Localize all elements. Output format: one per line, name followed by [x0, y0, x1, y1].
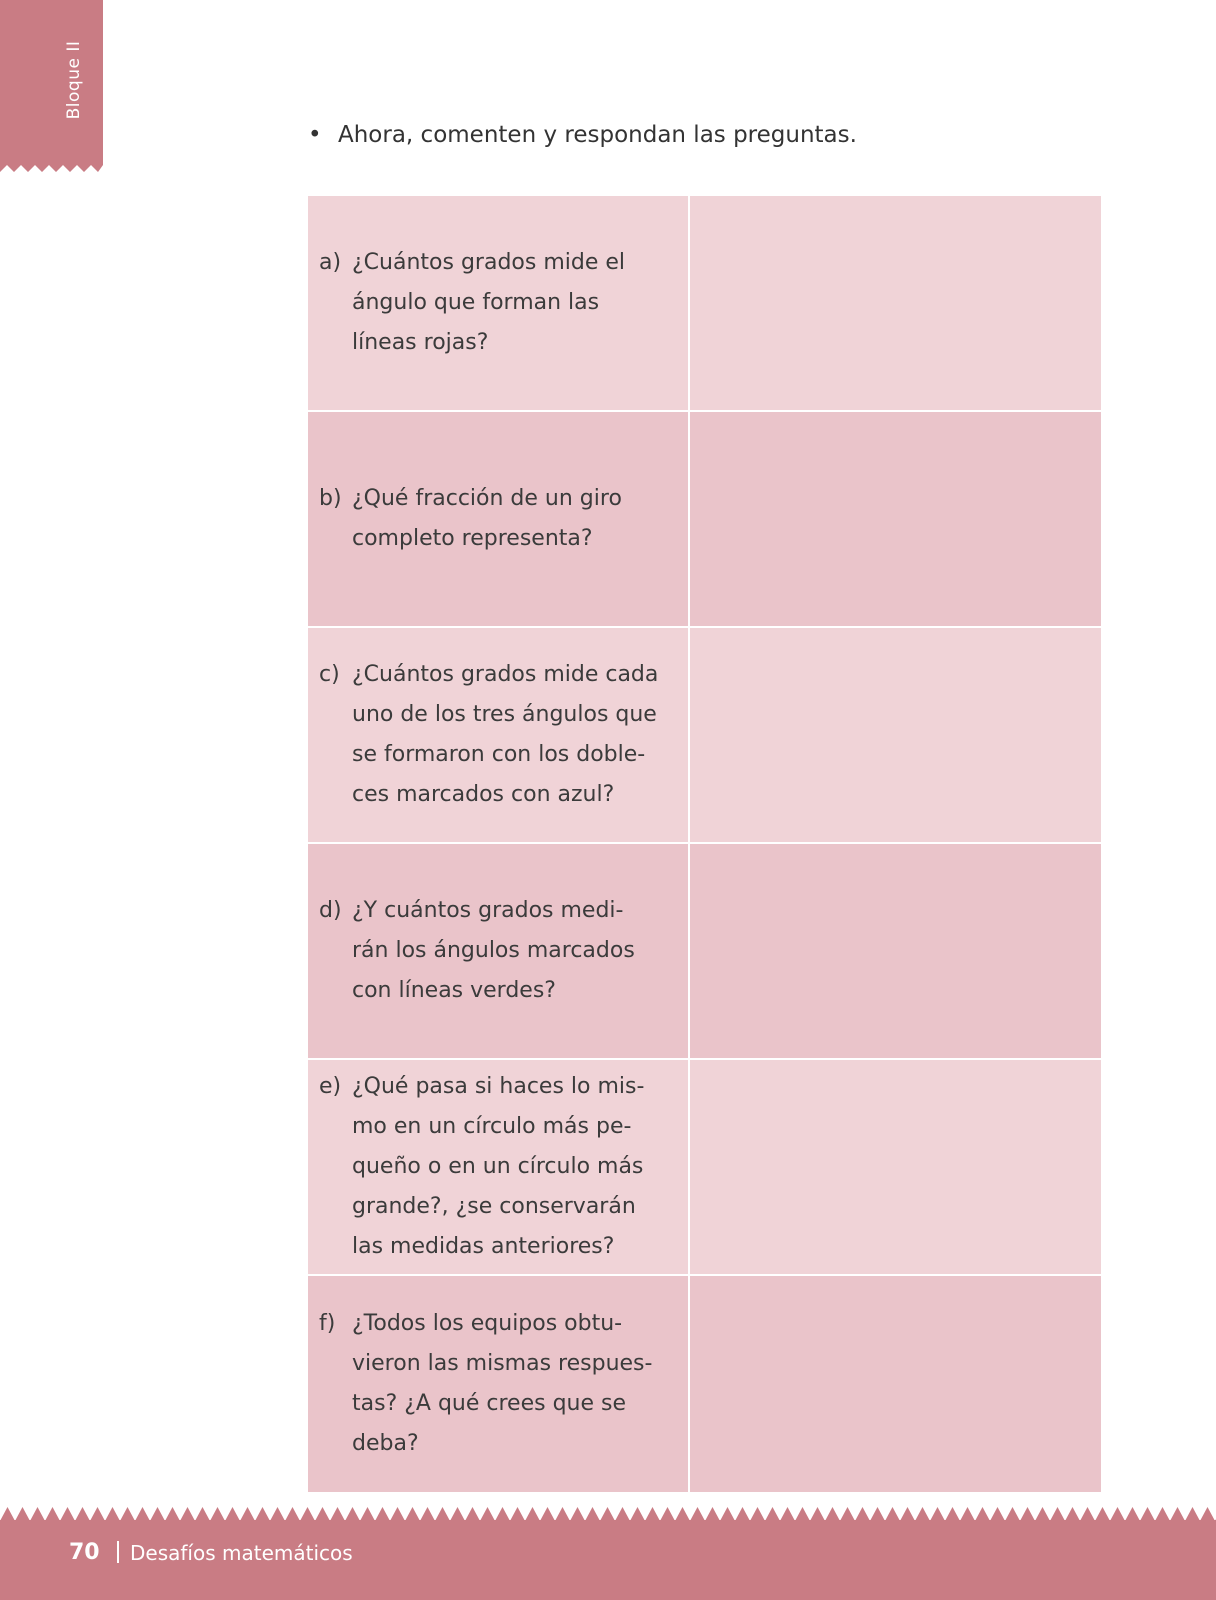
question-line: ¿Cuántos grados mide el [352, 250, 626, 275]
question-cell [308, 844, 690, 1058]
footer-zigzag-edge [0, 1507, 1216, 1521]
question-cell [308, 196, 690, 410]
answer-cell[interactable] [690, 1276, 1101, 1492]
answer-cell[interactable] [690, 844, 1101, 1058]
question-line: deba? [352, 1431, 419, 1456]
question-line: ¿Qué pasa si haces lo mis- [352, 1074, 645, 1099]
question-line: las medidas anteriores? [352, 1234, 615, 1259]
question-row-d [308, 844, 1101, 1060]
instruction [308, 122, 857, 148]
question-letter: a) [319, 250, 342, 275]
question-line: ángulo que forman las [352, 290, 600, 315]
answer-cell[interactable] [690, 1060, 1101, 1274]
question-line: líneas rojas? [352, 330, 489, 355]
question-letter: e) [319, 1074, 342, 1099]
question-line: rán los ángulos marcados [352, 938, 635, 963]
page-number: 70 [69, 1540, 100, 1565]
question-row-f [308, 1276, 1101, 1492]
question-cell [308, 1060, 690, 1274]
question-line: se formaron con los doble- [352, 742, 646, 767]
question-line: ¿Todos los equipos obtu- [352, 1311, 623, 1336]
section-tab-label: Bloque II [64, 40, 84, 120]
question-line: ces marcados con azul? [352, 782, 615, 807]
question-line: completo representa? [352, 526, 593, 551]
page-footer [0, 1520, 1216, 1600]
book-title: Desafíos matemáticos [130, 1541, 353, 1565]
questions-table [308, 196, 1101, 1492]
question-line: queño o en un círculo más [352, 1154, 644, 1179]
question-line: vieron las mismas respues- [352, 1351, 653, 1376]
question-letter: b) [319, 486, 342, 511]
question-line: uno de los tres ángulos que [352, 702, 657, 727]
answer-cell[interactable] [690, 412, 1101, 626]
question-cell [308, 628, 690, 842]
section-tab-zigzag-edge [0, 165, 103, 177]
question-cell [308, 1276, 690, 1492]
question-line: ¿Cuántos grados mide cada [352, 662, 659, 687]
footer-divider [117, 1541, 119, 1563]
question-row-c [308, 628, 1101, 844]
question-line: con líneas verdes? [352, 978, 556, 1003]
question-cell [308, 412, 690, 626]
question-row-a [308, 196, 1101, 412]
question-line: ¿Qué fracción de un giro [352, 486, 622, 511]
answer-cell[interactable] [690, 628, 1101, 842]
question-letter: d) [319, 898, 342, 923]
question-line: mo en un círculo más pe- [352, 1114, 632, 1139]
section-tab [0, 0, 103, 165]
question-row-e [308, 1060, 1101, 1276]
instruction-text: Ahora, comenten y respondan las preguntas. [338, 122, 857, 148]
question-row-b [308, 412, 1101, 628]
question-line: ¿Y cuántos grados medi- [352, 898, 624, 923]
answer-cell[interactable] [690, 196, 1101, 410]
question-letter: f) [319, 1311, 336, 1336]
question-line: tas? ¿A qué crees que se [352, 1391, 627, 1416]
instruction-bullet: • [308, 122, 322, 148]
question-line: grande?, ¿se conservarán [352, 1194, 636, 1219]
question-letter: c) [319, 662, 340, 687]
